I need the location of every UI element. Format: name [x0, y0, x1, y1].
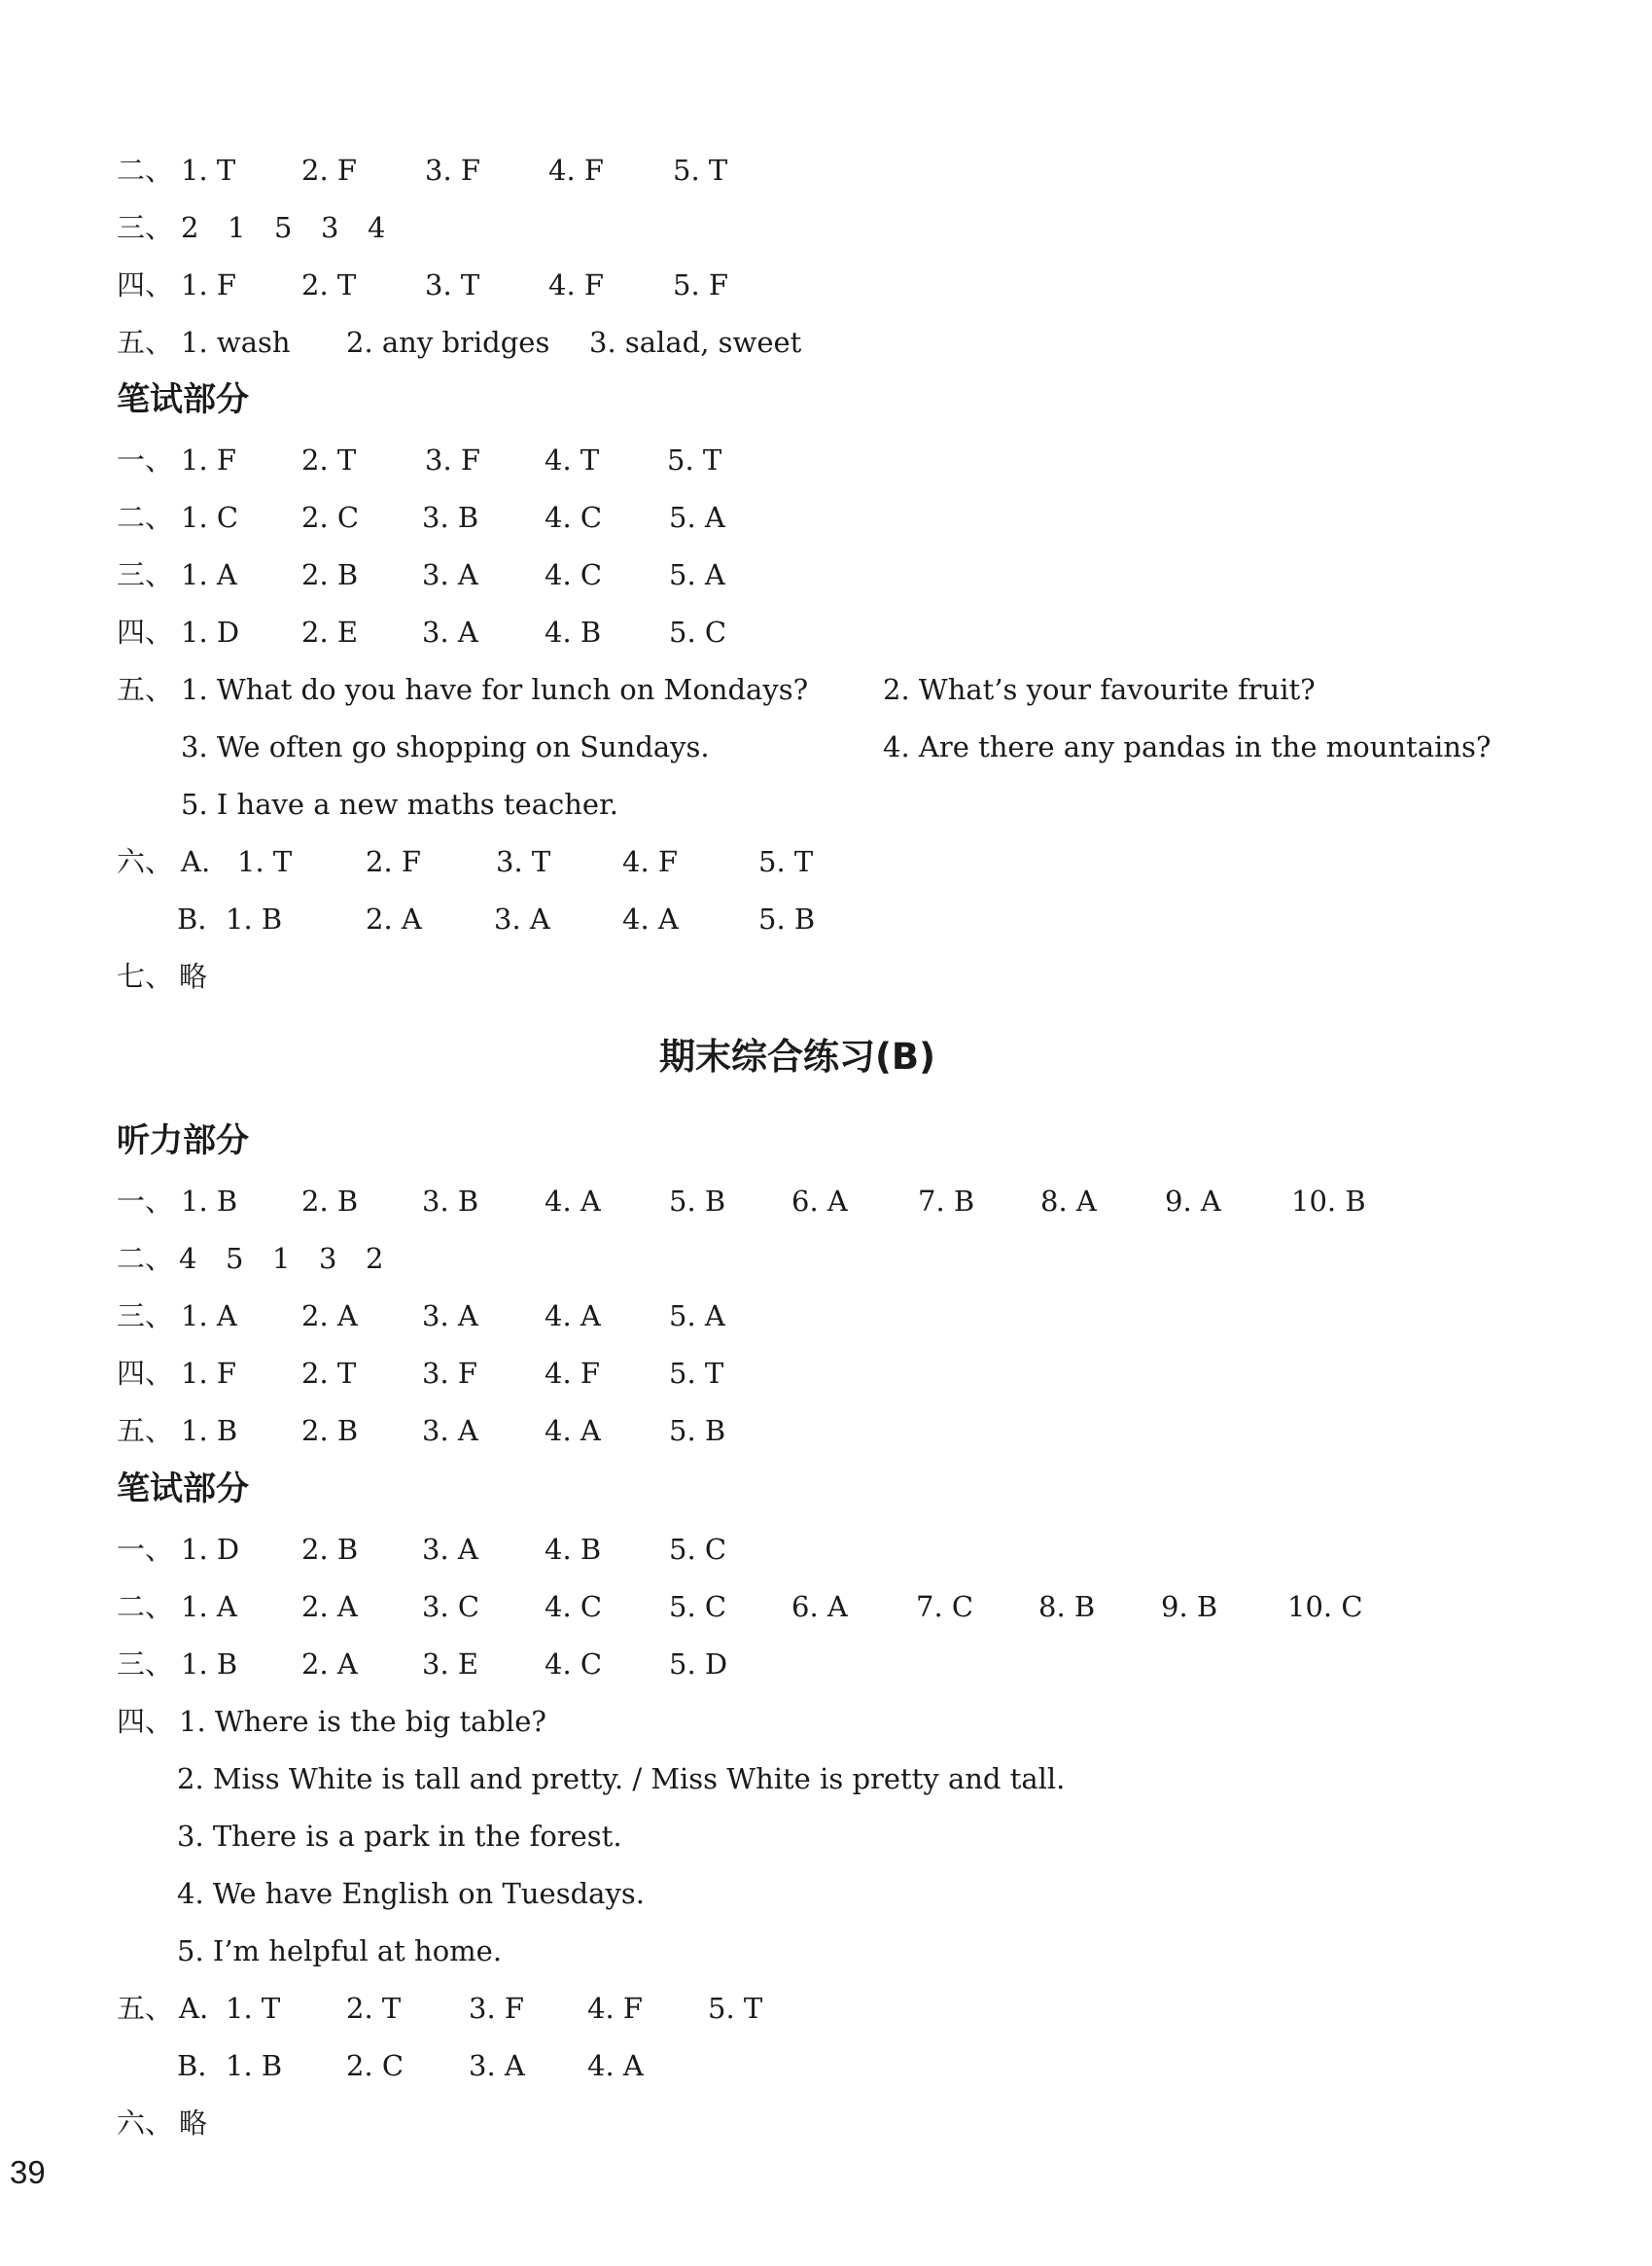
answer-item: 2. A — [301, 1299, 358, 1332]
answer-item: 2. B — [301, 1185, 359, 1218]
answer-row — [117, 1585, 1575, 1628]
answer-item: 略 — [179, 960, 208, 993]
answer-item: 1 — [272, 1242, 291, 1275]
question-number: 三、 — [117, 558, 174, 591]
answer-item: 1. wash — [181, 326, 291, 359]
question-number: 四、 — [117, 268, 174, 301]
question-number: 五、 — [117, 1992, 174, 2025]
answer-item: 3. A — [422, 1299, 478, 1332]
answer-item: 3. A — [469, 2049, 525, 2082]
answer-item: 4. C — [545, 558, 603, 591]
answer-item: 4. Are there any pandas in the mountains? — [883, 730, 1492, 763]
answer-item: 3. F — [422, 1357, 478, 1390]
answer-item: 6. A — [791, 1185, 848, 1218]
question-number: 二、 — [117, 154, 174, 187]
answer-item: 4. A — [545, 1185, 601, 1218]
answer-item: 5. I’m helpful at home. — [177, 1934, 503, 1967]
answer-row — [117, 321, 1575, 364]
answer-item: 3. We often go shopping on Sundays. — [181, 730, 710, 763]
answer-item: 10. B — [1291, 1185, 1366, 1218]
answer-item: 3. T — [425, 268, 480, 301]
answer-item: 1 — [228, 211, 246, 244]
answer-item: 10. C — [1287, 1590, 1363, 1623]
answer-item: 5. T — [708, 1992, 763, 2025]
answer-row — [117, 611, 1575, 654]
answer-item: 2. Miss White is tall and pretty. / Miss White is pretty and tall. — [177, 1762, 1066, 1795]
question-number: 七、 — [117, 960, 174, 993]
answer-item: 4. C — [545, 1590, 603, 1623]
answer-row — [117, 2044, 1575, 2087]
answer-item: 3. F — [469, 1992, 525, 2025]
answer-item: 2. T — [346, 1992, 402, 2025]
answer-item: 3. C — [422, 1590, 480, 1623]
answer-item: 2. B — [301, 1414, 359, 1447]
answer-row — [117, 783, 1575, 826]
question-number: 五、 — [117, 326, 174, 359]
answer-item: 5. T — [758, 845, 814, 878]
answer-item: 1. D — [181, 616, 240, 649]
answer-row — [117, 1180, 1575, 1222]
answer-item: 4. C — [545, 501, 603, 534]
question-number: 一、 — [117, 1533, 174, 1566]
answer-item: 5. B — [669, 1185, 726, 1218]
question-number: 二、 — [117, 1590, 174, 1623]
answer-item: 1. B — [181, 1414, 238, 1447]
answer-item: 1. T — [226, 1992, 281, 2025]
answer-item: 4. C — [545, 1647, 603, 1681]
answer-item: 4 — [368, 211, 386, 244]
answer-item: 4. F — [545, 1357, 601, 1390]
answer-item: 1. What do you have for lunch on Mondays? — [181, 673, 809, 706]
question-number: 二、 — [117, 501, 174, 534]
answer-item: 2. any bridges — [346, 326, 550, 359]
question-number: 三、 — [117, 1647, 174, 1681]
answer-item: 5. A — [669, 558, 725, 591]
answer-item: 2. A — [301, 1647, 358, 1681]
question-number: 四、 — [117, 1705, 174, 1738]
answer-item: 1. F — [181, 268, 237, 301]
answer-row — [117, 898, 1575, 940]
answer-row — [117, 1409, 1575, 1452]
answer-item: 8. B — [1038, 1590, 1096, 1623]
answer-item: 7. B — [918, 1185, 975, 1218]
answer-item: 1. Where is the big table? — [179, 1705, 546, 1738]
answer-item: 5 — [274, 211, 293, 244]
section-heading: 听力部分 — [117, 1121, 249, 1160]
answer-item: 2. A — [366, 903, 422, 936]
answer-item: 2. T — [301, 1357, 357, 1390]
answer-item: 5. C — [669, 1533, 727, 1566]
answer-item: 4. F — [622, 845, 679, 878]
answer-item: 4. A — [545, 1414, 601, 1447]
answer-item: 4. B — [545, 1533, 602, 1566]
answer-row — [117, 1872, 1575, 1915]
answer-item: 5. C — [669, 616, 727, 649]
answer-item: 3 — [321, 211, 339, 244]
section-heading: 笔试部分 — [117, 380, 249, 419]
answer-item: 1. T — [181, 154, 236, 187]
question-number: 二、 — [117, 1242, 174, 1275]
answer-item: 2. C — [301, 501, 360, 534]
answer-row — [117, 439, 1575, 481]
answer-item: 3. A — [422, 558, 478, 591]
answer-item: 3. A — [494, 903, 550, 936]
answer-row — [117, 2102, 1575, 2144]
answer-item: 4. F — [548, 268, 605, 301]
answer-row — [117, 1294, 1575, 1337]
question-number: 一、 — [117, 1185, 174, 1218]
answer-row — [117, 1930, 1575, 1972]
answer-item: 5. I have a new maths teacher. — [181, 788, 618, 821]
answer-item: 2. B — [301, 1533, 359, 1566]
answer-item: 2. T — [301, 268, 357, 301]
question-number: 六、 — [117, 2107, 174, 2140]
answer-item: 3. F — [425, 443, 481, 477]
answer-item: 5. B — [669, 1414, 726, 1447]
answer-item: 2. C — [346, 2049, 404, 2082]
answer-row — [117, 206, 1575, 249]
answer-item: 3 — [319, 1242, 337, 1275]
answer-row — [117, 1700, 1575, 1743]
answer-item: 5. T — [669, 1357, 724, 1390]
answer-item: 2. What’s your favourite fruit? — [883, 673, 1316, 706]
answer-item: 9. A — [1165, 1185, 1221, 1218]
answer-item: 4. F — [548, 154, 605, 187]
answer-item: 4. A — [545, 1299, 601, 1332]
answer-item: 1. B — [226, 2049, 283, 2082]
answer-item: 3. B — [422, 501, 479, 534]
answer-item: 1. D — [181, 1533, 240, 1566]
answer-item: 1. A — [181, 1590, 237, 1623]
answer-row — [117, 1643, 1575, 1685]
answer-item: 5. T — [667, 443, 722, 477]
answer-row — [117, 1237, 1575, 1280]
answer-item: 1. F — [181, 443, 237, 477]
answer-item: 3. A — [422, 1533, 478, 1566]
answer-item: 1. B — [226, 903, 283, 936]
answer-item: B. — [177, 903, 207, 936]
answer-row — [117, 1757, 1575, 1800]
question-number: 五、 — [117, 673, 174, 706]
question-number: 四、 — [117, 1357, 174, 1390]
answer-item: 1. A — [181, 558, 237, 591]
answer-row — [117, 1815, 1575, 1858]
answer-item: 3. salad, sweet — [589, 326, 802, 359]
answer-item: 4. A — [587, 2049, 644, 2082]
answer-item: 4. T — [545, 443, 600, 477]
answer-item: 7. C — [916, 1590, 974, 1623]
answer-item: 4. B — [545, 616, 602, 649]
answer-row — [117, 1352, 1575, 1395]
answer-item: 2. E — [301, 616, 359, 649]
answer-item: 2. B — [301, 558, 359, 591]
answer-item: 5 — [226, 1242, 244, 1275]
answer-item: 5. A — [669, 501, 725, 534]
answer-item: 3. A — [422, 1414, 478, 1447]
answer-item: 5. T — [673, 154, 728, 187]
answer-item: 4. A — [622, 903, 679, 936]
answer-item: A. — [181, 845, 211, 878]
answer-item: 5. F — [673, 268, 729, 301]
answer-item: 1. B — [181, 1185, 238, 1218]
answer-row — [117, 955, 1575, 998]
answer-item: 5. C — [669, 1590, 727, 1623]
answer-item: 5. A — [669, 1299, 725, 1332]
answer-row — [117, 726, 1575, 768]
question-number: 三、 — [117, 211, 174, 244]
answer-item: 3. T — [496, 845, 551, 878]
answer-item: B. — [177, 2049, 207, 2082]
answer-item: 4. We have English on Tuesdays. — [177, 1877, 645, 1910]
answer-item: 2. F — [301, 154, 358, 187]
answer-item: 3. There is a park in the forest. — [177, 1820, 622, 1853]
answer-item: 略 — [179, 2107, 208, 2140]
answer-item: 2 — [366, 1242, 384, 1275]
answer-item: 1. B — [181, 1647, 238, 1681]
answer-item: 9. B — [1161, 1590, 1218, 1623]
answer-item: 3. E — [422, 1647, 479, 1681]
answer-row — [117, 668, 1575, 711]
answer-item: 2. A — [301, 1590, 358, 1623]
answer-item: 1. T — [237, 845, 293, 878]
answer-item: 3. F — [425, 154, 481, 187]
answer-row — [117, 1528, 1575, 1571]
answer-item: A. — [179, 1992, 209, 2025]
answer-item: 5. B — [758, 903, 816, 936]
answer-row — [117, 1987, 1575, 2030]
answer-item: 2. T — [301, 443, 357, 477]
answer-item: 3. A — [422, 616, 478, 649]
answer-item: 4 — [179, 1242, 197, 1275]
section-heading: 笔试部分 — [117, 1469, 249, 1508]
question-number: 六、 — [117, 845, 174, 878]
answer-item: 8. A — [1040, 1185, 1097, 1218]
answer-item: 3. B — [422, 1185, 479, 1218]
answer-item: 5. D — [669, 1647, 728, 1681]
answer-row — [117, 149, 1575, 192]
answer-item: 6. A — [791, 1590, 848, 1623]
answer-item: 2. F — [366, 845, 422, 878]
answer-row — [117, 496, 1575, 539]
answer-item: 1. C — [181, 501, 239, 534]
answer-row — [117, 553, 1575, 596]
answer-row — [117, 264, 1575, 306]
answer-item: 2 — [181, 211, 199, 244]
question-number: 四、 — [117, 616, 174, 649]
answer-item: 1. A — [181, 1299, 237, 1332]
question-number: 五、 — [117, 1414, 174, 1447]
question-number: 三、 — [117, 1299, 174, 1332]
question-number: 一、 — [117, 443, 174, 477]
answer-row — [117, 840, 1575, 883]
answer-item: 4. F — [587, 1992, 644, 2025]
answer-item: 1. F — [181, 1357, 237, 1390]
page-title: 期末综合练习(B) — [658, 1036, 936, 1078]
page-number: 39 — [10, 2154, 46, 2190]
